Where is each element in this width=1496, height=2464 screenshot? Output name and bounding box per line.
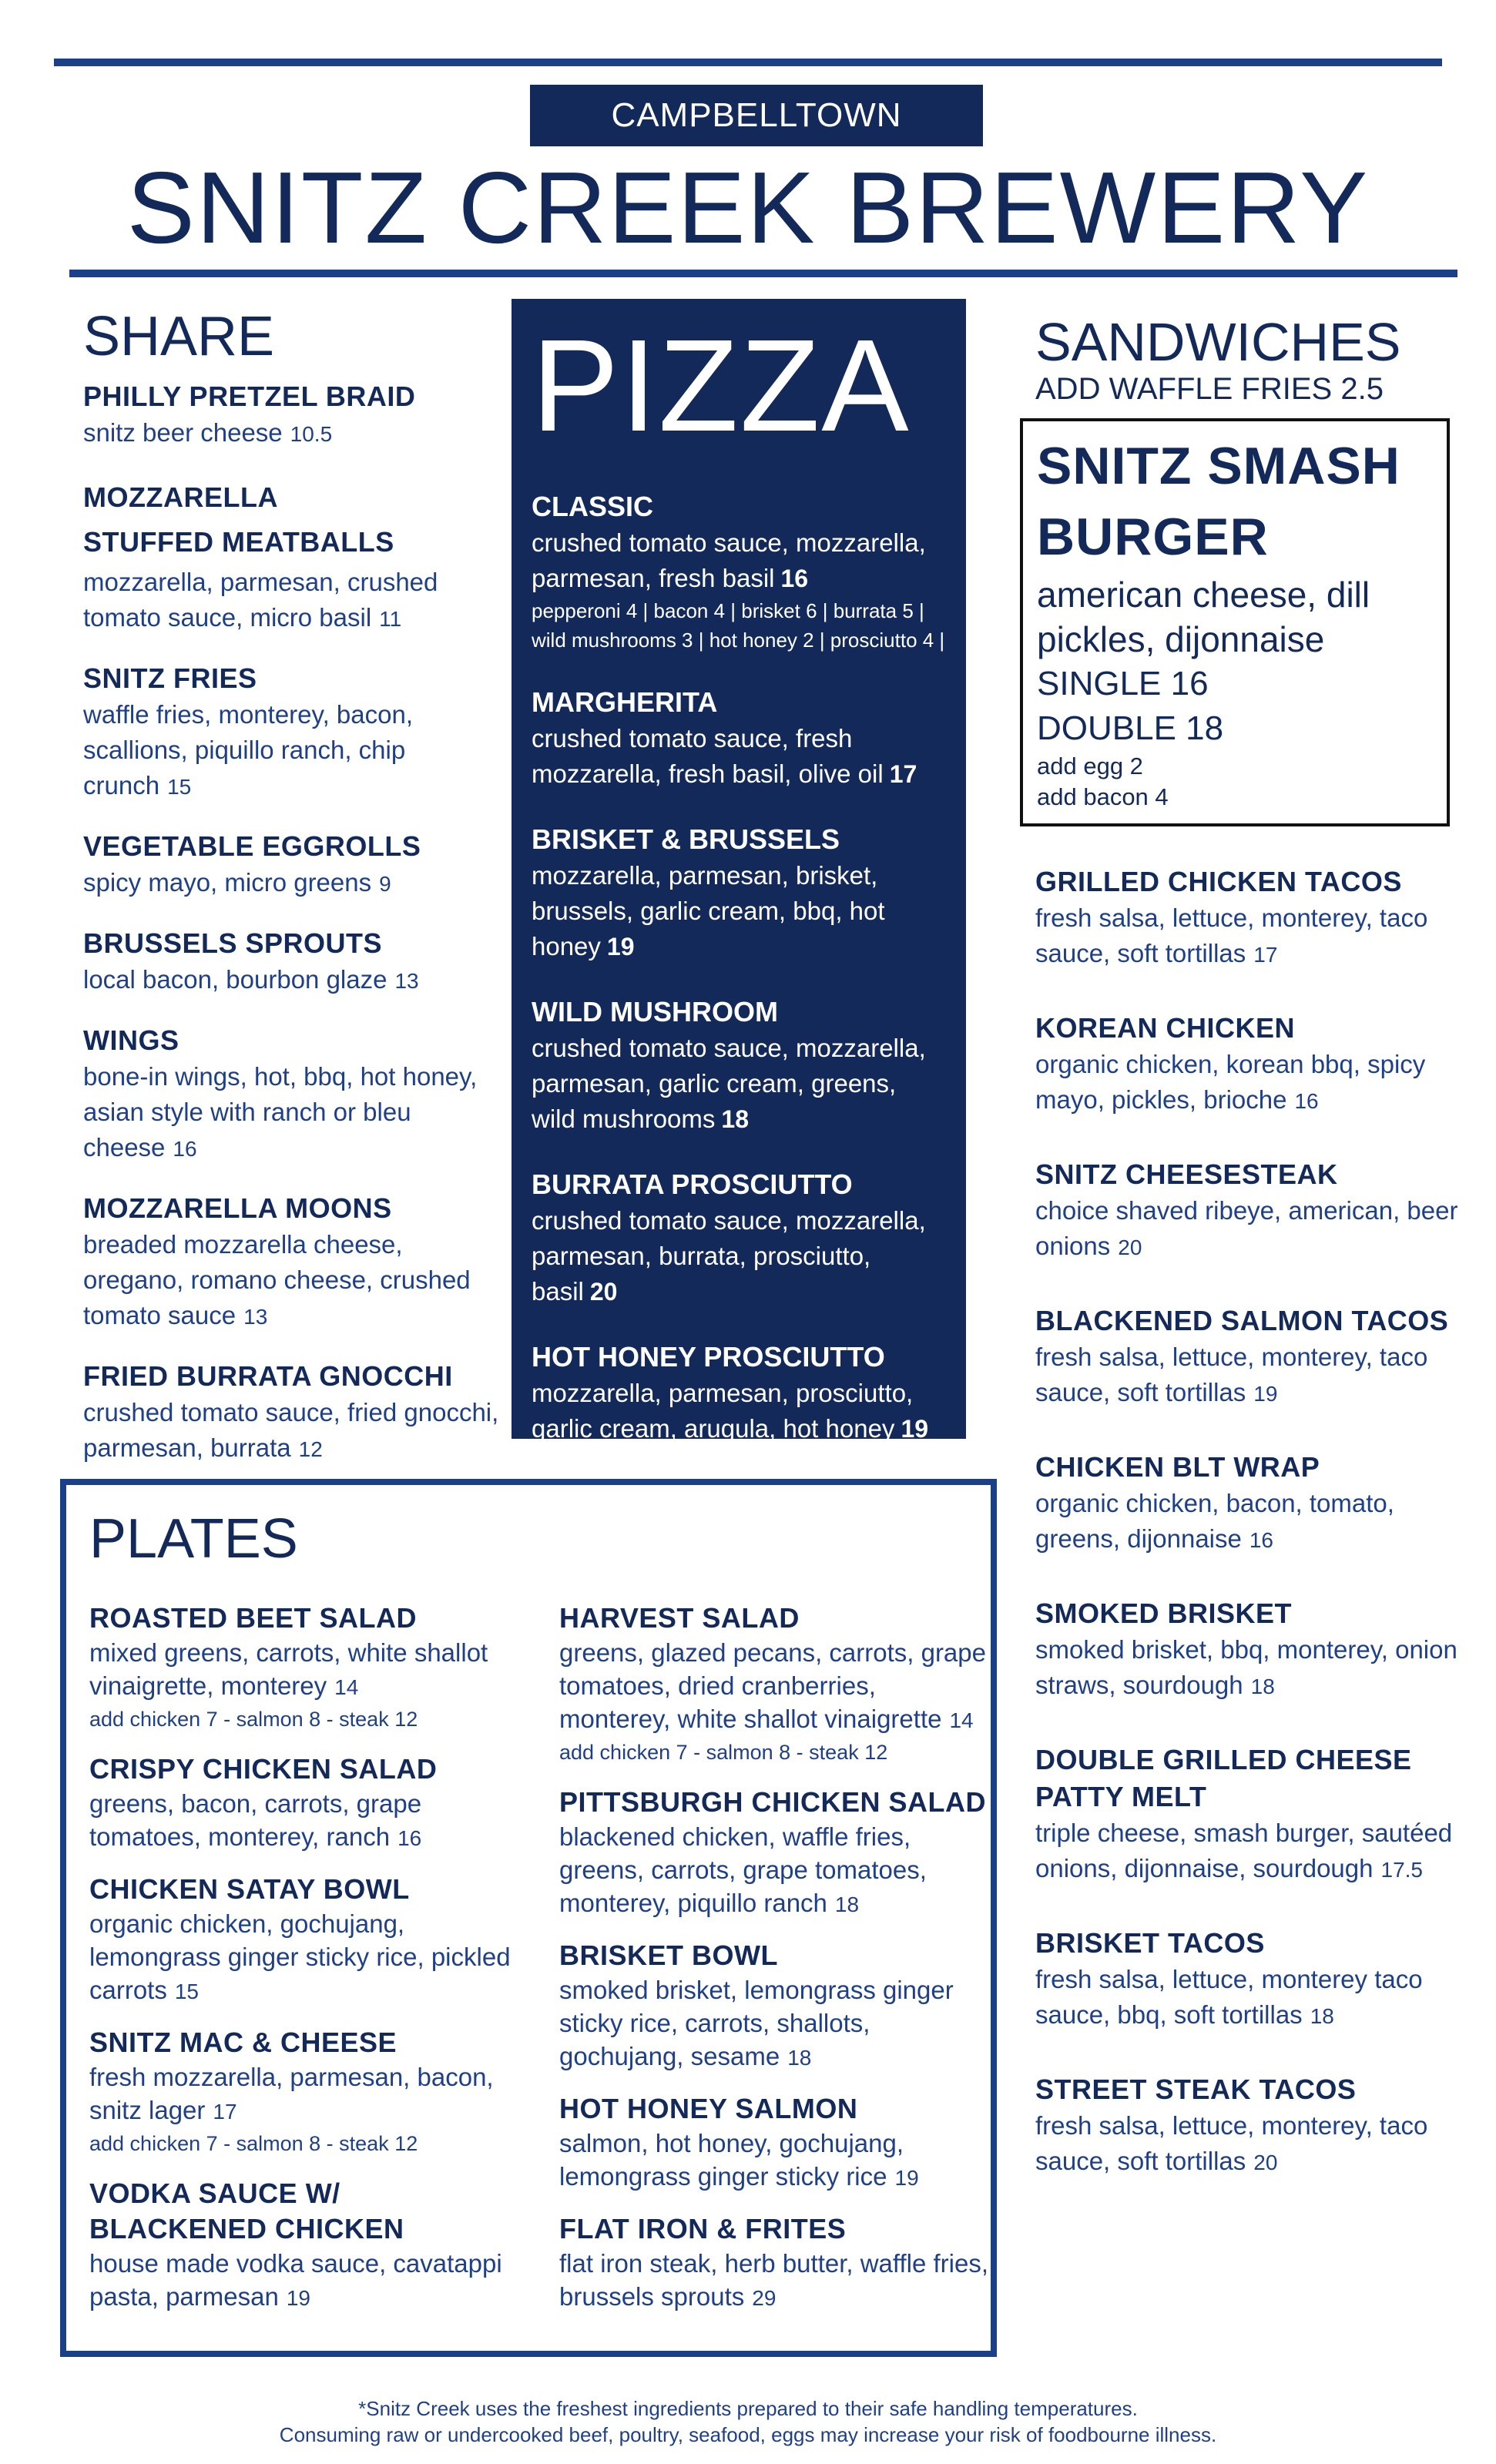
item-name: DOUBLE GRILLED CHEESE PATTY MELT — [1035, 1744, 1412, 1812]
pizza-item — [532, 994, 946, 1137]
item-name: KOREAN CHICKEN — [1035, 1012, 1296, 1044]
sandwich-item — [1035, 1595, 1467, 1705]
item-addons: add chicken 7 - salmon 8 - steak 12 — [89, 1708, 418, 1731]
item-name: VEGETABLE EGGROLLS — [83, 830, 421, 862]
item-name: SNITZ MAC & CHEESE — [89, 2027, 397, 2058]
item-desc: crushed tomato sauce, mozzarella, parmesan, burrata, prosciutto, basil — [532, 1206, 926, 1306]
item-price: 12 — [298, 1437, 323, 1461]
menu-item — [83, 475, 499, 637]
item-desc: crushed tomato sauce, mozzarella, parmesan, fresh basil — [532, 528, 926, 592]
item-desc: crushed tomato sauce, fried gnocchi, parmesan, burrata — [83, 1398, 499, 1462]
sandwich-item — [1035, 1925, 1467, 2034]
item-name: CRISPY CHICKEN SALAD — [89, 1753, 438, 1785]
pizza-item — [532, 488, 946, 655]
plates-section — [60, 1479, 997, 2357]
pizza-title: PIZZA — [532, 313, 911, 459]
item-desc: salmon, hot honey, gochujang, lemongrass ginger sticky rice — [559, 2129, 904, 2191]
item-name: GRILLED CHICKEN TACOS — [1035, 866, 1402, 897]
item-price: 11 — [379, 607, 402, 631]
item-name: WINGS — [83, 1024, 179, 1056]
item-price: 16 — [397, 1826, 422, 1850]
pizza-addons: pepperoni 4 | bacon 4 | brisket 6 | burrata 5 | wild mushrooms 3 | hot honey 2 | prosciutto 4 | — [532, 599, 945, 652]
menu-item — [83, 925, 499, 999]
plate-item — [559, 1785, 991, 1921]
item-desc: organic chicken, korean bbq, spicy mayo, pickles, brioche — [1035, 1050, 1426, 1114]
menu-item — [83, 1022, 499, 1167]
item-name: SNITZ CHEESESTEAK — [1035, 1158, 1338, 1190]
item-price: 19 — [606, 933, 635, 960]
plates-column-right — [559, 1601, 991, 2332]
item-price: 13 — [243, 1305, 268, 1329]
item-price: 17.5 — [1380, 1858, 1423, 1882]
plates-column-left — [89, 1601, 521, 2332]
item-desc: smoked brisket, bbq, monterey, onion straws, sourdough — [1035, 1635, 1457, 1699]
pizza-item — [532, 1339, 946, 1447]
sandwich-item — [1035, 1010, 1467, 1119]
item-price: 10.5 — [290, 422, 333, 446]
item-desc: fresh salsa, lettuce, monterey, taco sauce, soft tortillas — [1035, 903, 1428, 967]
item-price: 16 — [780, 565, 809, 592]
item-name: PHILLY PRETZEL BRAID — [83, 380, 416, 412]
sandwich-item — [1035, 1742, 1467, 1888]
plate-item — [559, 2211, 991, 2315]
item-price: 17 — [213, 2100, 237, 2124]
item-name: BRISKET BOWL — [559, 1939, 778, 1971]
item-desc: mixed greens, carrots, white shallot vinaigrette, monterey — [89, 1638, 488, 1700]
share-section — [83, 304, 499, 1490]
sandwich-item — [1035, 863, 1467, 973]
item-price: 16 — [1249, 1528, 1274, 1552]
item-name: HOT HONEY SALMON — [559, 2093, 858, 2124]
item-desc: organic chicken, gochujang, lemongrass ginger sticky rice, pickled carrots — [89, 1909, 511, 2004]
plate-item — [89, 1872, 521, 2008]
footnote-line-1: *Snitz Creek uses the freshest ingredients prepared to their safe handling temperatures. — [358, 2397, 1138, 2420]
item-price: 14 — [334, 1675, 359, 1699]
pizza-section — [512, 299, 966, 1443]
item-desc: fresh salsa, lettuce, monterey, taco sauce, soft tortillas — [1035, 2111, 1428, 2175]
item-desc: snitz beer cheese — [83, 418, 283, 447]
location-label: CAMPBELLTOWN — [611, 96, 902, 134]
burger-add-bacon: add bacon 4 — [1037, 783, 1169, 810]
item-name: CHICKEN BLT WRAP — [1035, 1451, 1320, 1483]
sandwiches-title: SANDWICHES — [1035, 312, 1401, 372]
footnote — [0, 2395, 1496, 2448]
sandwich-item — [1035, 1156, 1467, 1266]
item-desc: breaded mozzarella cheese, oregano, romano cheese, crushed tomato sauce — [83, 1230, 471, 1329]
item-price: 14 — [949, 1708, 974, 1732]
item-price: 18 — [834, 1892, 860, 1916]
item-addons: add chicken 7 - salmon 8 - steak 12 — [89, 2132, 418, 2155]
item-price: 16 — [173, 1137, 197, 1161]
item-name: BRUSSELS SPROUTS — [83, 927, 383, 959]
item-desc: organic chicken, bacon, tomato, greens, dijonnaise — [1035, 1489, 1394, 1553]
header-rule — [69, 270, 1457, 277]
plate-item — [89, 2176, 521, 2315]
item-desc: crushed tomato sauce, mozzarella, parmesan, garlic cream, greens, wild mushrooms — [532, 1034, 926, 1133]
item-name: BRISKET TACOS — [1035, 1927, 1265, 1959]
burger-add-egg: add egg 2 — [1037, 753, 1143, 779]
item-name: HOT HONEY PROSCIUTTO — [532, 1341, 885, 1373]
item-name: CLASSIC — [532, 491, 654, 522]
sandwiches-subtitle: ADD WAFFLE FRIES 2.5 — [1035, 372, 1384, 406]
item-price: 18 — [1250, 1675, 1275, 1698]
item-name: BLACKENED SALMON TACOS — [1035, 1305, 1449, 1336]
item-price: 19 — [1253, 1382, 1278, 1406]
burger-name: SNITZ SMASH BURGER — [1037, 437, 1400, 566]
item-desc: choice shaved ribeye, american, beer onions — [1035, 1196, 1458, 1260]
item-price: 16 — [1294, 1089, 1319, 1113]
item-desc: crushed tomato sauce, fresh mozzarella, fresh basil, olive oil — [532, 724, 884, 788]
item-name: PITTSBURGH CHICKEN SALAD — [559, 1786, 987, 1818]
plate-item — [89, 1601, 521, 1735]
item-name: BURRATA PROSCIUTTO — [532, 1168, 853, 1200]
burger-feature-box — [1020, 418, 1450, 826]
plates-title: PLATES — [89, 1508, 298, 1570]
item-name: VODKA SAUCE W/ BLACKENED CHICKEN — [89, 2177, 404, 2244]
item-desc: greens, glazed pecans, carrots, grape tomatoes, dried cranberries, monterey, white shallot vinaigrette — [559, 1638, 986, 1733]
item-price: 29 — [752, 2286, 777, 2310]
burger-double-price: DOUBLE 18 — [1037, 709, 1224, 747]
item-desc: mozzarella, parmesan, prosciutto, garlic cream, arugula, hot honey — [532, 1379, 914, 1443]
plate-item — [89, 1752, 521, 1855]
sandwiches-section — [1035, 312, 1467, 2181]
item-price: 20 — [589, 1278, 618, 1306]
item-name: SNITZ FRIES — [83, 662, 257, 694]
item-desc: greens, bacon, carrots, grape tomatoes, monterey, ranch — [89, 1789, 422, 1851]
item-name: BRISKET & BRUSSELS — [532, 823, 840, 855]
sandwich-item — [1035, 1302, 1467, 1412]
top-rule — [54, 59, 1442, 66]
item-price: 20 — [1253, 2151, 1278, 2174]
item-desc: bone-in wings, hot, bbq, hot honey, asian style with ranch or bleu cheese — [83, 1062, 478, 1162]
item-price: 18 — [787, 2046, 812, 2070]
item-desc: triple cheese, smash burger, sautéed onions, dijonnaise, sourdough — [1035, 1819, 1453, 1882]
item-name: SMOKED BRISKET — [1035, 1597, 1293, 1629]
item-name: FLAT IRON & FRITES — [559, 2213, 847, 2244]
item-name: WILD MUSHROOM — [532, 996, 778, 1028]
item-desc: spicy mayo, micro greens — [83, 868, 372, 897]
menu-item — [83, 660, 499, 805]
plate-item — [559, 2091, 991, 2194]
menu-item — [83, 1190, 499, 1335]
plate-item — [559, 1601, 991, 1768]
item-desc: fresh salsa, lettuce, monterey taco sauce, bbq, soft tortillas — [1035, 1965, 1423, 2029]
plate-item — [559, 1938, 991, 2074]
menu-item — [83, 378, 499, 452]
burger-desc: american cheese, dill pickles, dijonnaise — [1037, 575, 1370, 659]
item-name: FRIED BURRATA GNOCCHI — [83, 1360, 453, 1392]
item-desc: waffle fries, monterey, bacon, scallions, piquillo ranch, chip crunch — [83, 700, 413, 800]
item-price: 19 — [894, 2166, 919, 2190]
item-name: CHICKEN SATAY BOWL — [89, 1873, 410, 1905]
item-price: 19 — [901, 1415, 929, 1443]
item-desc: fresh mozzarella, parmesan, bacon, snitz lager — [89, 2063, 494, 2124]
item-desc: smoked brisket, lemongrass ginger sticky rice, carrots, shallots, gochujang, sesame — [559, 1976, 954, 2070]
item-desc: local bacon, bourbon glaze — [83, 965, 387, 994]
item-name: MOZZARELLA STUFFED MEATBALLS — [83, 481, 394, 558]
item-addons: add chicken 7 - salmon 8 - steak 12 — [559, 1741, 888, 1764]
item-desc: mozzarella, parmesan, brisket, brussels, garlic cream, bbq, hot honey — [532, 861, 885, 960]
item-desc: flat iron steak, herb butter, waffle fries, brussels sprouts — [559, 2249, 989, 2311]
location-banner — [530, 85, 983, 146]
share-title: SHARE — [83, 306, 275, 367]
item-price: 20 — [1118, 1235, 1142, 1259]
item-price: 19 — [286, 2286, 310, 2310]
item-price: 18 — [1310, 2004, 1334, 2028]
pizza-item — [532, 684, 946, 792]
item-price: 18 — [721, 1105, 749, 1133]
item-name: HARVEST SALAD — [559, 1602, 800, 1634]
item-desc: house made vodka sauce, cavatappi pasta, parmesan — [89, 2249, 502, 2311]
item-desc: blackened chicken, waffle fries, greens, carrots, grape tomatoes, monterey, piquillo ranch — [559, 1822, 927, 1917]
item-name: MOZZARELLA MOONS — [83, 1192, 392, 1224]
item-desc: fresh salsa, lettuce, monterey, taco sauce, soft tortillas — [1035, 1343, 1428, 1406]
item-price: 15 — [167, 775, 192, 799]
item-desc: mozzarella, parmesan, crushed tomato sauce, micro basil — [83, 568, 438, 632]
item-price: 17 — [1253, 943, 1278, 967]
menu-item — [83, 828, 499, 902]
item-name: MARGHERITA — [532, 686, 718, 718]
menu-item — [83, 1358, 499, 1467]
item-price: 9 — [379, 872, 391, 896]
sandwich-item — [1035, 2071, 1467, 2181]
burger-single-price: SINGLE 16 — [1037, 665, 1209, 702]
item-price: 13 — [394, 969, 419, 993]
item-price: 17 — [889, 760, 917, 788]
item-name: STREET STEAK TACOS — [1035, 2073, 1357, 2105]
item-price: 15 — [174, 1980, 200, 2003]
pizza-item — [532, 1166, 946, 1309]
item-name: ROASTED BEET SALAD — [89, 1602, 418, 1634]
brewery-title: SNITZ CREEK BREWERY — [126, 151, 1370, 264]
footnote-line-2: Consuming raw or undercooked beef, poultry, seafood, eggs may increase your risk of foodbourne illness. — [279, 2423, 1217, 2446]
plate-item — [89, 2025, 521, 2159]
pizza-item — [532, 821, 946, 964]
sandwich-item — [1035, 1449, 1467, 1558]
